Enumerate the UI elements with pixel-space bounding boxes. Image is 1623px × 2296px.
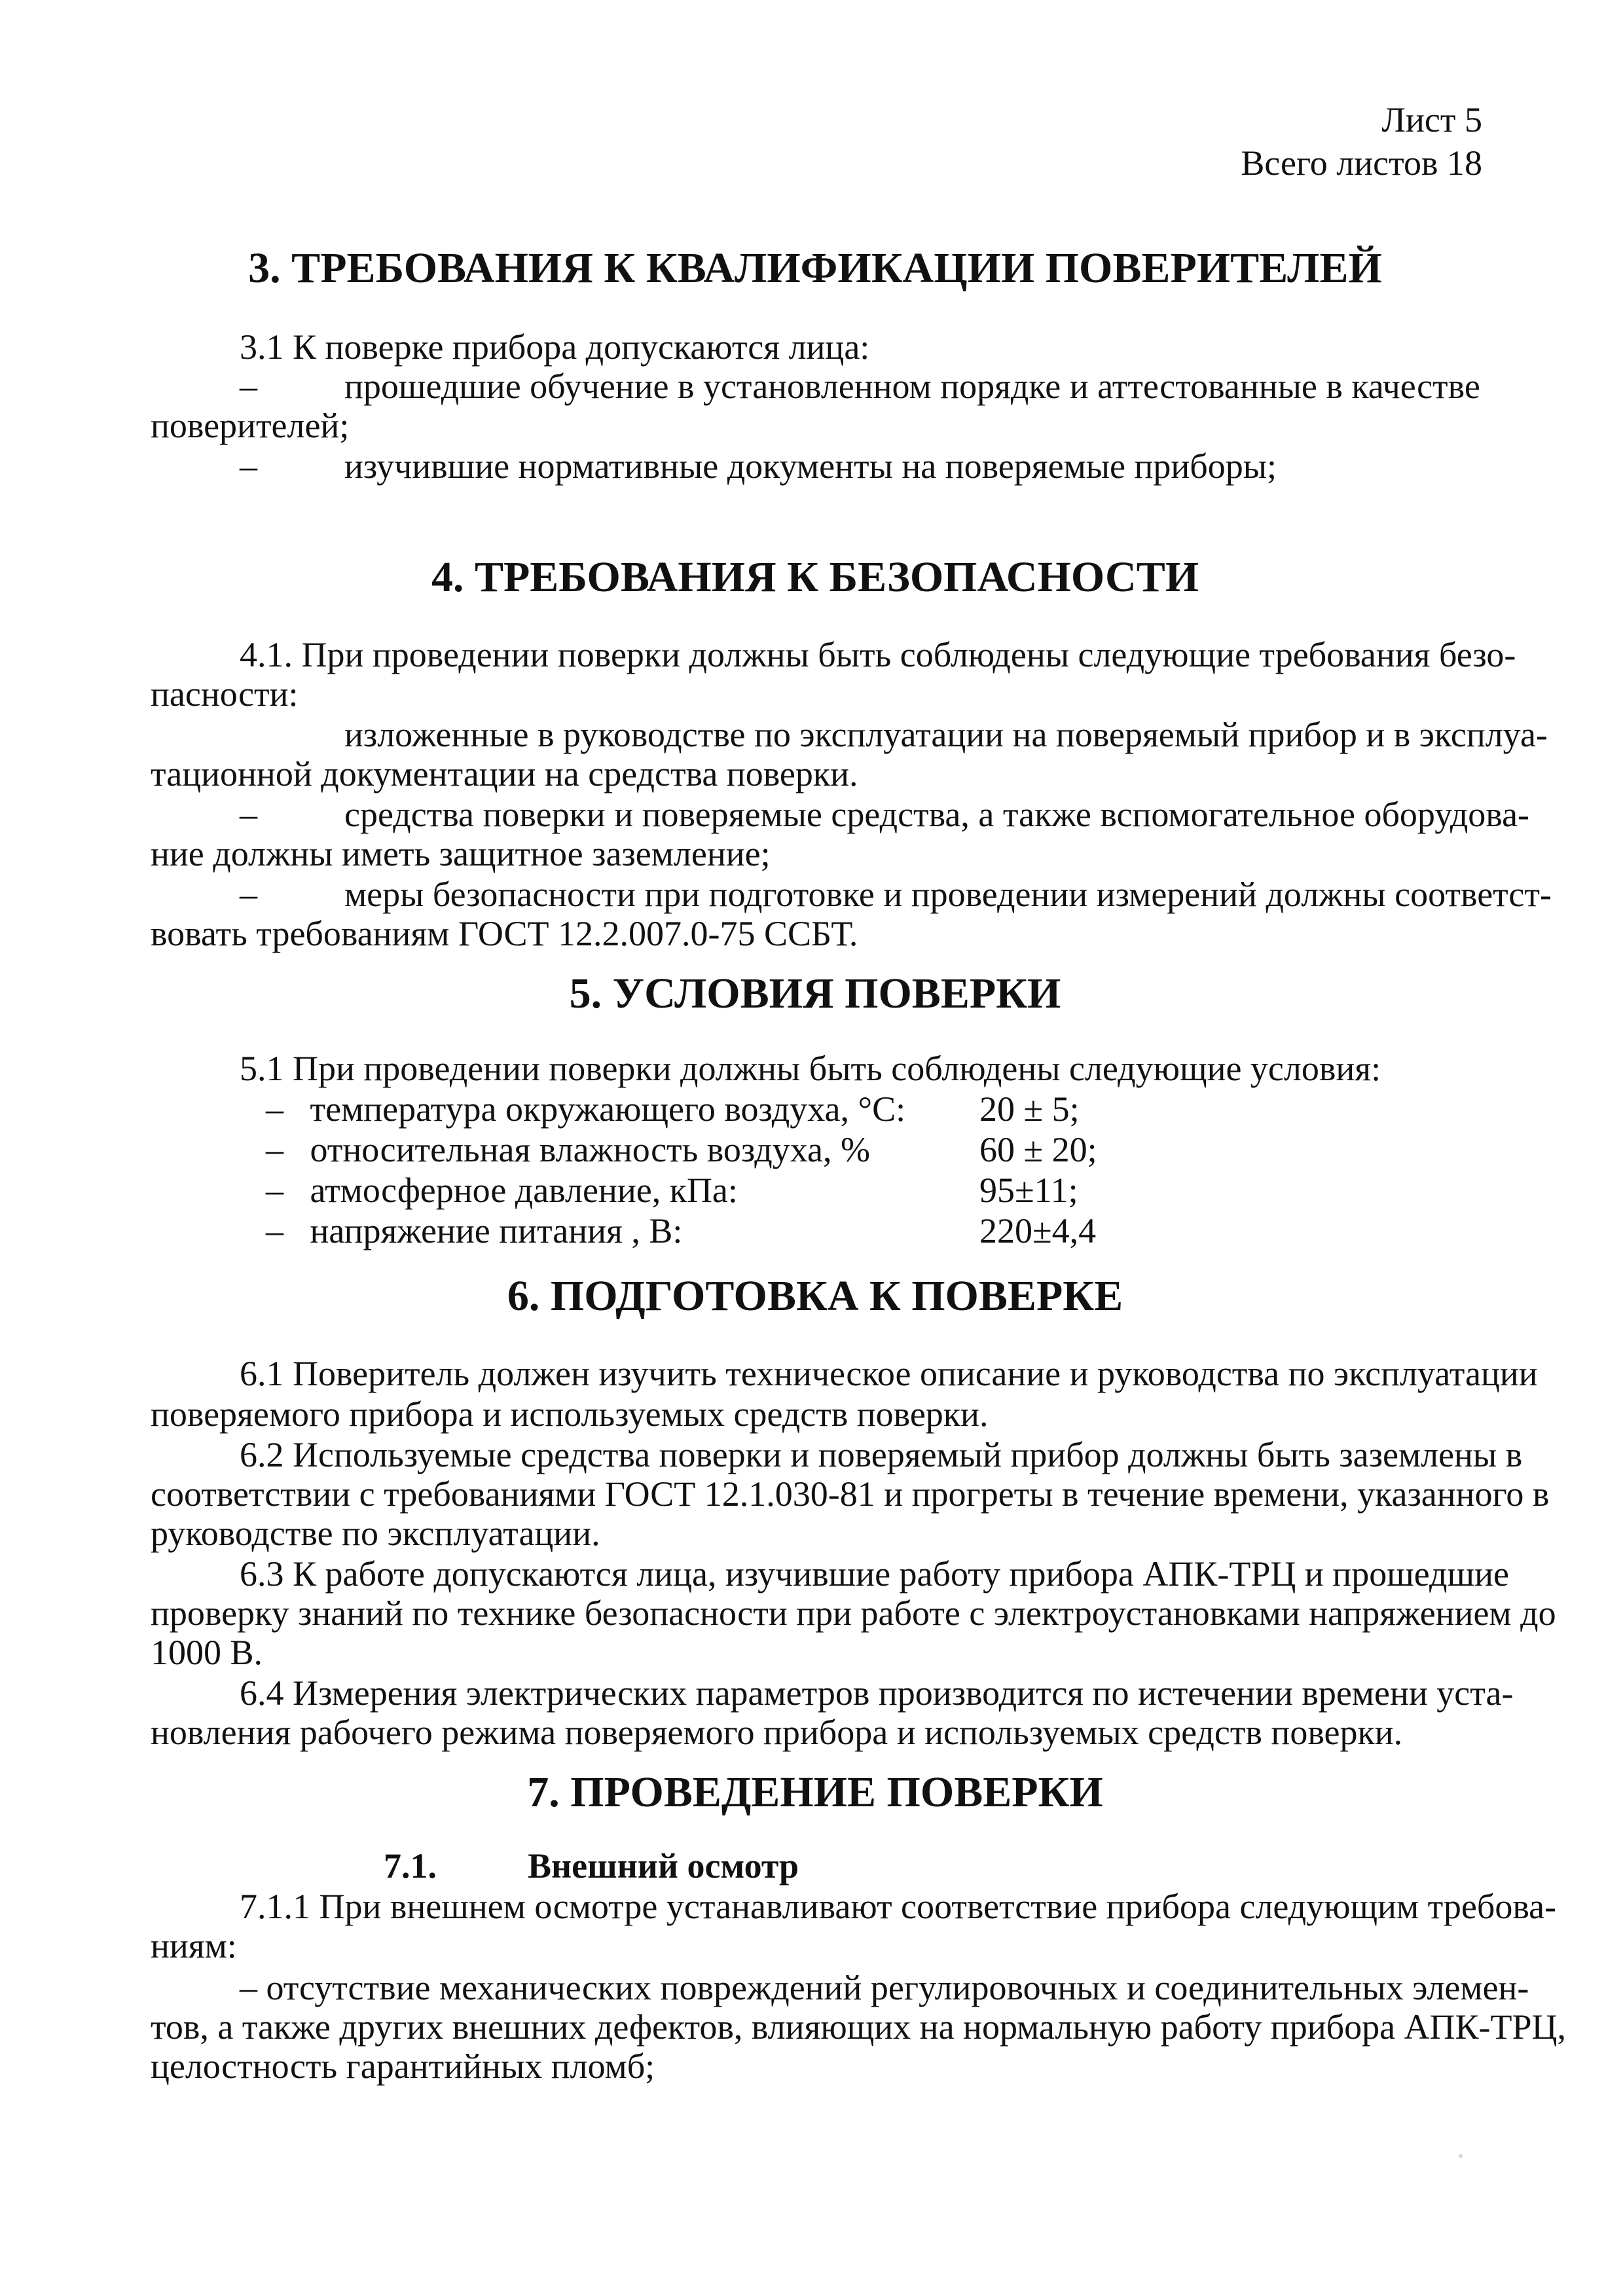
section-6-p3-cont: 1000 В. xyxy=(151,1633,263,1672)
section-6-p4: 6.4 Измерения электрических параметров производится по истечении времени уста- xyxy=(240,1673,1514,1713)
section-4-item-3: – меры безопасности при подготовке и проведении измерений должны соответст- xyxy=(240,875,1552,914)
section-6-p2-cont: соответствии с требованиями ГОСТ 12.1.030-81 и прогреты в течение времени, указанного в xyxy=(151,1474,1550,1514)
section-4-item-1: изложенные в руководстве по эксплуатации на поверяемый прибор и в эксплуа- xyxy=(344,715,1548,754)
section-4-item-1-cont: тационной документации на средства поверки. xyxy=(151,754,858,793)
section-4-intro-cont: пасности: xyxy=(151,674,299,714)
section-6-p1-cont: поверяемого прибора и используемых средств поверки. xyxy=(151,1394,989,1434)
section-4-item-2: – средства поверки и поверяемые средства, а также вспомогательное оборудова- xyxy=(240,795,1530,834)
condition-value: 220±4,4 xyxy=(979,1211,1097,1250)
section-7-item-1-cont: целостность гарантийных пломб; xyxy=(151,2047,655,2086)
section-6-title: 6. ПОДГОТОВКА К ПОВЕРКЕ xyxy=(507,1272,1123,1320)
condition-value: 20 ± 5; xyxy=(979,1089,1080,1129)
condition-value: 95±11; xyxy=(979,1171,1078,1210)
section-5-title: 5. УСЛОВИЯ ПОВЕРКИ xyxy=(569,970,1061,1017)
sheet-number: Лист 5 xyxy=(1381,100,1482,139)
section-3-item-1: – прошедшие обучение в установленном порядке и аттестованные в качестве xyxy=(240,367,1480,406)
total-sheets: Всего листов 18 xyxy=(1241,143,1482,183)
section-5-intro: 5.1 При проведении поверки должны быть соблюдены следующие условия: xyxy=(240,1049,1381,1088)
section-6-p4-cont: новления рабочего режима поверяемого прибора и используемых средств поверки. xyxy=(151,1713,1403,1752)
section-6-p2-cont: руководстве по эксплуатации. xyxy=(151,1514,600,1553)
section-7-title: 7. ПРОВЕДЕНИЕ ПОВЕРКИ xyxy=(527,1768,1103,1816)
section-3-item-2: – изучившие нормативные документы на поверяемые приборы; xyxy=(240,446,1277,486)
sheet-info xyxy=(1241,98,1482,185)
subsection-title: Внешний осмотр xyxy=(528,1846,799,1886)
dash-marker: – xyxy=(240,875,257,914)
section-4-title: 4. ТРЕБОВАНИЯ К БЕЗОПАСНОСТИ xyxy=(431,553,1199,601)
section-4-item-3-cont: вовать требованиям ГОСТ 12.2.007.0-75 ССБТ. xyxy=(151,914,858,953)
scan-speck xyxy=(1459,2154,1463,2158)
dash-marker: – xyxy=(240,367,257,406)
condition-label: – относительная влажность воздуха, % xyxy=(266,1130,870,1169)
section-3-intro: 3.1 К поверке прибора допускаются лица: xyxy=(240,327,870,367)
section-3-item-1-cont: поверителей; xyxy=(151,406,350,445)
section-7-item-1: – отсутствие механических повреждений регулировочных и соединительных элемен- xyxy=(240,1968,1529,2007)
section-3-title: 3. ТРЕБОВАНИЯ К КВАЛИФИКАЦИИ ПОВЕРИТЕЛЕЙ xyxy=(248,244,1382,292)
section-6-p2: 6.2 Используемые средства поверки и поверяемый прибор должны быть заземлены в xyxy=(240,1435,1523,1474)
section-6-p3-cont: проверку знаний по технике безопасности при работе с электроустановками напряжением до xyxy=(151,1594,1556,1633)
dash-marker: – xyxy=(240,795,257,834)
section-4-intro: 4.1. При проведении поверки должны быть соблюдены следующие требования безо- xyxy=(240,635,1516,674)
condition-label: – атмосферное давление, кПа: xyxy=(266,1171,738,1210)
subsection-number: 7.1. xyxy=(384,1846,437,1886)
section-7-item-1-cont: тов, а также других внешних дефектов, влияющих на нормальную работу прибора АПК-ТРЦ, xyxy=(151,2007,1567,2047)
dash-marker: – xyxy=(240,446,257,486)
section-6-p1: 6.1 Поверитель должен изучить техническое описание и руководства по эксплуатации xyxy=(240,1354,1538,1393)
section-7-p1-cont: ниям: xyxy=(151,1926,237,1965)
section-6-p3: 6.3 К работе допускаются лица, изучившие работу прибора АПК-ТРЦ и прошедшие xyxy=(240,1554,1509,1594)
condition-value: 60 ± 20; xyxy=(979,1130,1097,1169)
condition-label: – напряжение питания , В: xyxy=(266,1211,683,1250)
section-4-item-2-cont: ние должны иметь защитное заземление; xyxy=(151,834,771,873)
condition-label: – температура окружающего воздуха, °С: xyxy=(266,1089,906,1129)
section-7-p1: 7.1.1 При внешнем осмотре устанавливают соответствие прибора следующим требова- xyxy=(240,1887,1557,1926)
